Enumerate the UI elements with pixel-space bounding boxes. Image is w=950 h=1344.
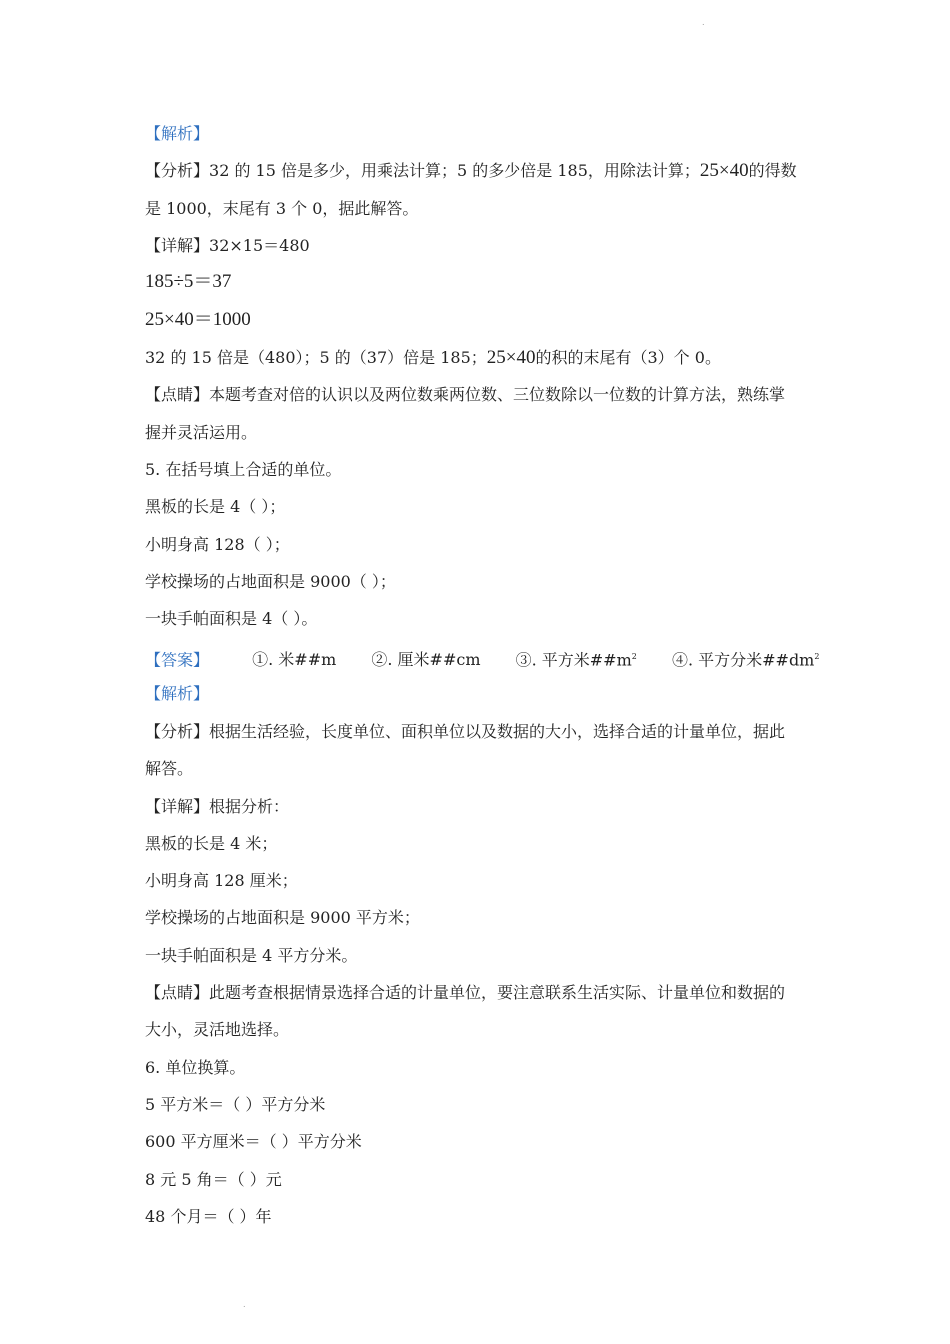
- s4-comment-line2: 握并灵活运用。: [145, 423, 258, 442]
- q6-blank-1: 5 平方米＝（ ）平方分米: [145, 1095, 326, 1114]
- q5-result-3: 学校操场的占地面积是 9000 平方米；: [145, 908, 420, 927]
- q5-result-4: 一块手帕面积是 4 平方分米。: [145, 946, 358, 965]
- answer-2: ②. 厘米##cm: [371, 650, 481, 670]
- s4-detail-line: [145, 236, 310, 256]
- comment-tag: 【点睛】: [145, 385, 210, 404]
- page-mark-bottom: .: [243, 1300, 246, 1309]
- answer-3: ③. 平方米$\#\#m^2$: [515, 650, 637, 670]
- q5-result-1: 黑板的长是 4 米；: [145, 834, 278, 853]
- analysis-text: 32 的 15 倍是多少，用乘法计算；5 的多少倍是 185，用除法计算；: [209, 161, 700, 180]
- analysis-math: 25×40: [699, 160, 749, 181]
- comment-text: 此题考查根据情景选择合适的计量单位，要注意联系生活实际、计量单位和数据的: [209, 983, 786, 1002]
- comment-tag: 【点睛】: [145, 983, 210, 1002]
- summary-text: 32 的 15 倍是（480）；5 的（37）倍是 185；: [145, 348, 487, 367]
- q5-result-2: 小明身高 128 厘米；: [145, 871, 298, 890]
- comment-text: 本题考查对倍的认识以及两位数乘两位数、三位数除以一位数的计算方法，熟练掌: [209, 385, 786, 404]
- detail-text: 根据分析：: [209, 797, 290, 816]
- q5-blank-1: 黑板的长是 4（ ）；: [145, 497, 286, 516]
- q5-answer-line: [145, 647, 819, 670]
- detail-equation-1: 32×15＝480: [209, 236, 310, 255]
- analysis-tag: 【分析】: [145, 161, 210, 180]
- q5-blank-4: 一块手帕面积是 4（ ）。: [145, 609, 318, 628]
- q6-blank-2: 600 平方厘米＝（ ）平方分米: [145, 1132, 362, 1151]
- detail-equation-3: 25×40＝1000: [145, 309, 251, 330]
- page-mark: .: [702, 18, 705, 27]
- summary-text-end: 的积的末尾有（3）个 0。: [535, 348, 721, 367]
- q5-blank-3: 学校操场的占地面积是 9000（ ）；: [145, 572, 396, 591]
- q5-detail-line: [145, 797, 289, 817]
- detail-equation-2: 185÷5＝37: [145, 271, 232, 292]
- q5-comment-line2: 大小，灵活地选择。: [145, 1020, 290, 1039]
- analysis-text: 根据生活经验，长度单位、面积单位以及数据的大小，选择合适的计量单位，据此: [209, 722, 786, 741]
- s4-analysis-line2: 是 1000，末尾有 3 个 0，据此解答。: [145, 199, 419, 218]
- question-6-title: 6. 单位换算。: [145, 1058, 246, 1077]
- q5-comment-line1: [145, 983, 785, 1003]
- q5-analysis-line1: [145, 722, 785, 742]
- q6-blank-3: 8 元 5 角＝（ ）元: [145, 1170, 282, 1189]
- answer-4: ④. 平方分米$\#\#dm^2$: [671, 650, 820, 670]
- answer-1: ①. 米##m: [252, 650, 337, 670]
- q5-analysis-line2: 解答。: [145, 759, 194, 778]
- s4-analysis-line1: [145, 161, 797, 181]
- analysis-tag: 【分析】: [145, 722, 210, 741]
- detail-tag: 【详解】: [145, 236, 210, 255]
- analysis-text-end: 的得数: [748, 161, 797, 180]
- q5-blank-2: 小明身高 128（ ）；: [145, 535, 290, 554]
- detail-tag: 【详解】: [145, 797, 210, 816]
- q6-blank-4: 48 个月＝（ ）年: [145, 1207, 272, 1226]
- s4-summary-line: [145, 348, 721, 368]
- jiexi-label: 【解析】: [145, 124, 210, 143]
- s4-comment-line1: [145, 385, 785, 405]
- summary-math: 25×40: [486, 347, 536, 368]
- answer-tag: 【答案】: [145, 650, 210, 670]
- q5-jiexi-label: 【解析】: [145, 684, 210, 703]
- question-5-title: 5. 在括号填上合适的单位。: [145, 460, 342, 479]
